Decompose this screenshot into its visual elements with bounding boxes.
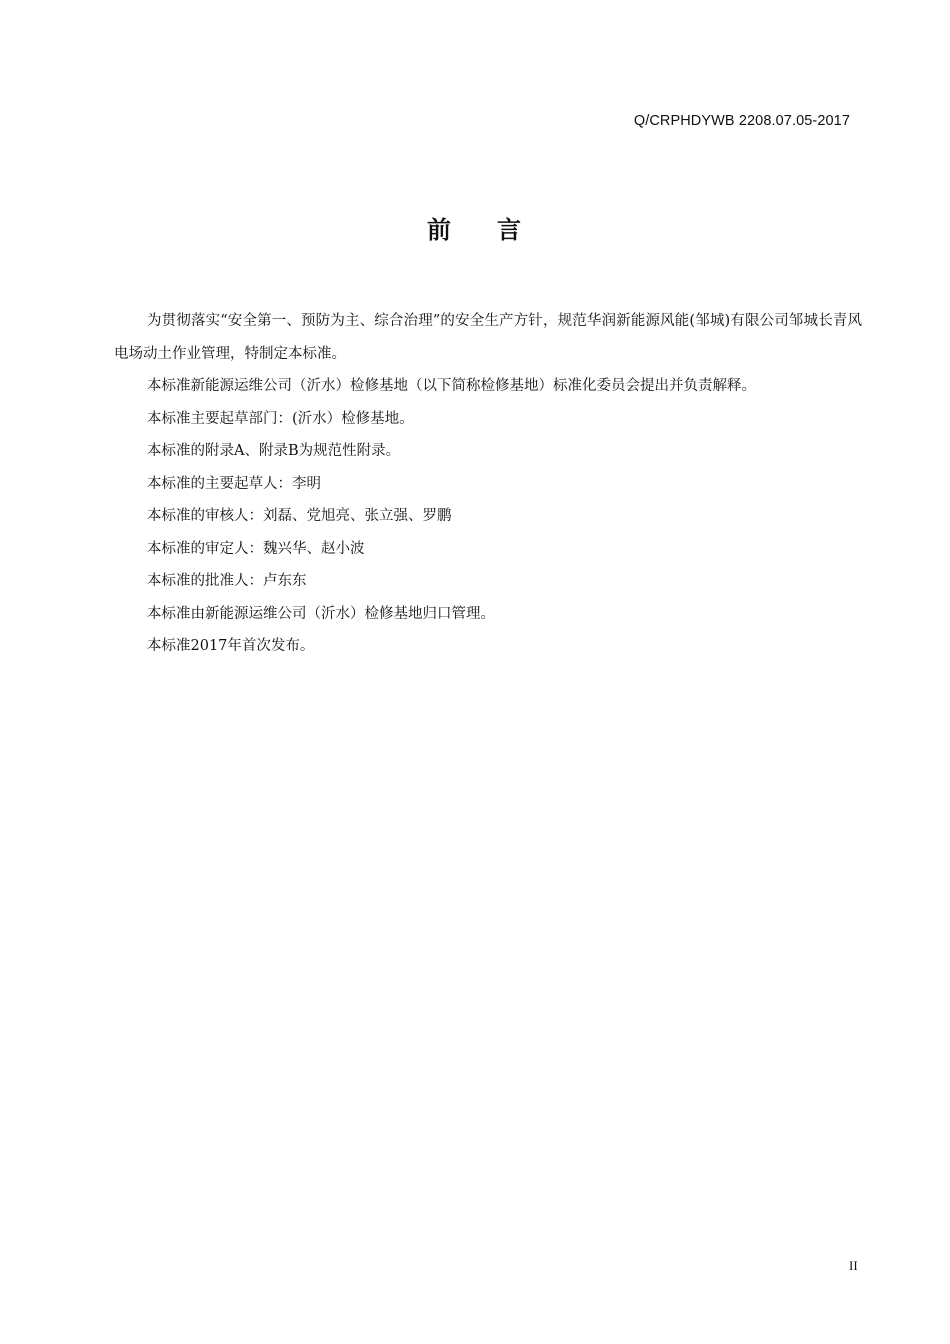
paragraph-approvers-final: 本标准的审定人：魏兴华、赵小波	[147, 540, 365, 557]
page-number: II	[849, 1258, 858, 1273]
paragraph-management: 本标准由新能源运维公司（沂水）检修基地归口管理。	[147, 605, 495, 622]
paragraph-drafting-department: 本标准主要起草部门：(沂水）检修基地。	[147, 410, 414, 427]
paragraph-authorizer: 本标准的批准人：卢东东	[147, 573, 307, 589]
paragraph-appendices: 本标准的附录A、附录B为规范性附录。	[147, 443, 401, 459]
paragraph-first-release: 本标准2017年首次发布。	[147, 638, 315, 654]
foreword-body	[114, 305, 862, 663]
page-title-char-2: 言	[497, 216, 523, 244]
paragraph-drafter: 本标准的主要起草人：李明	[147, 475, 321, 492]
page-title-char-1: 前	[427, 216, 453, 244]
paragraph-purpose: 为贯彻落实“安全第一、预防为主、综合治理”的安全生产方针，规范华润新能源风能(邹城)有限公司邹城长青风电场动土作业管理，特制定本标准。	[114, 313, 862, 362]
page-title	[0, 210, 950, 245]
paragraph-reviewers: 本标准的审核人：刘磊、党旭亮、张立强、罗鹏	[147, 508, 452, 524]
paragraph-proposer: 本标准新能源运维公司（沂水）检修基地（以下简称检修基地）标准化委员会提出并负责解释。	[147, 378, 756, 394]
document-code: Q/CRPHDYWB 2208.07.05-2017	[633, 113, 850, 129]
